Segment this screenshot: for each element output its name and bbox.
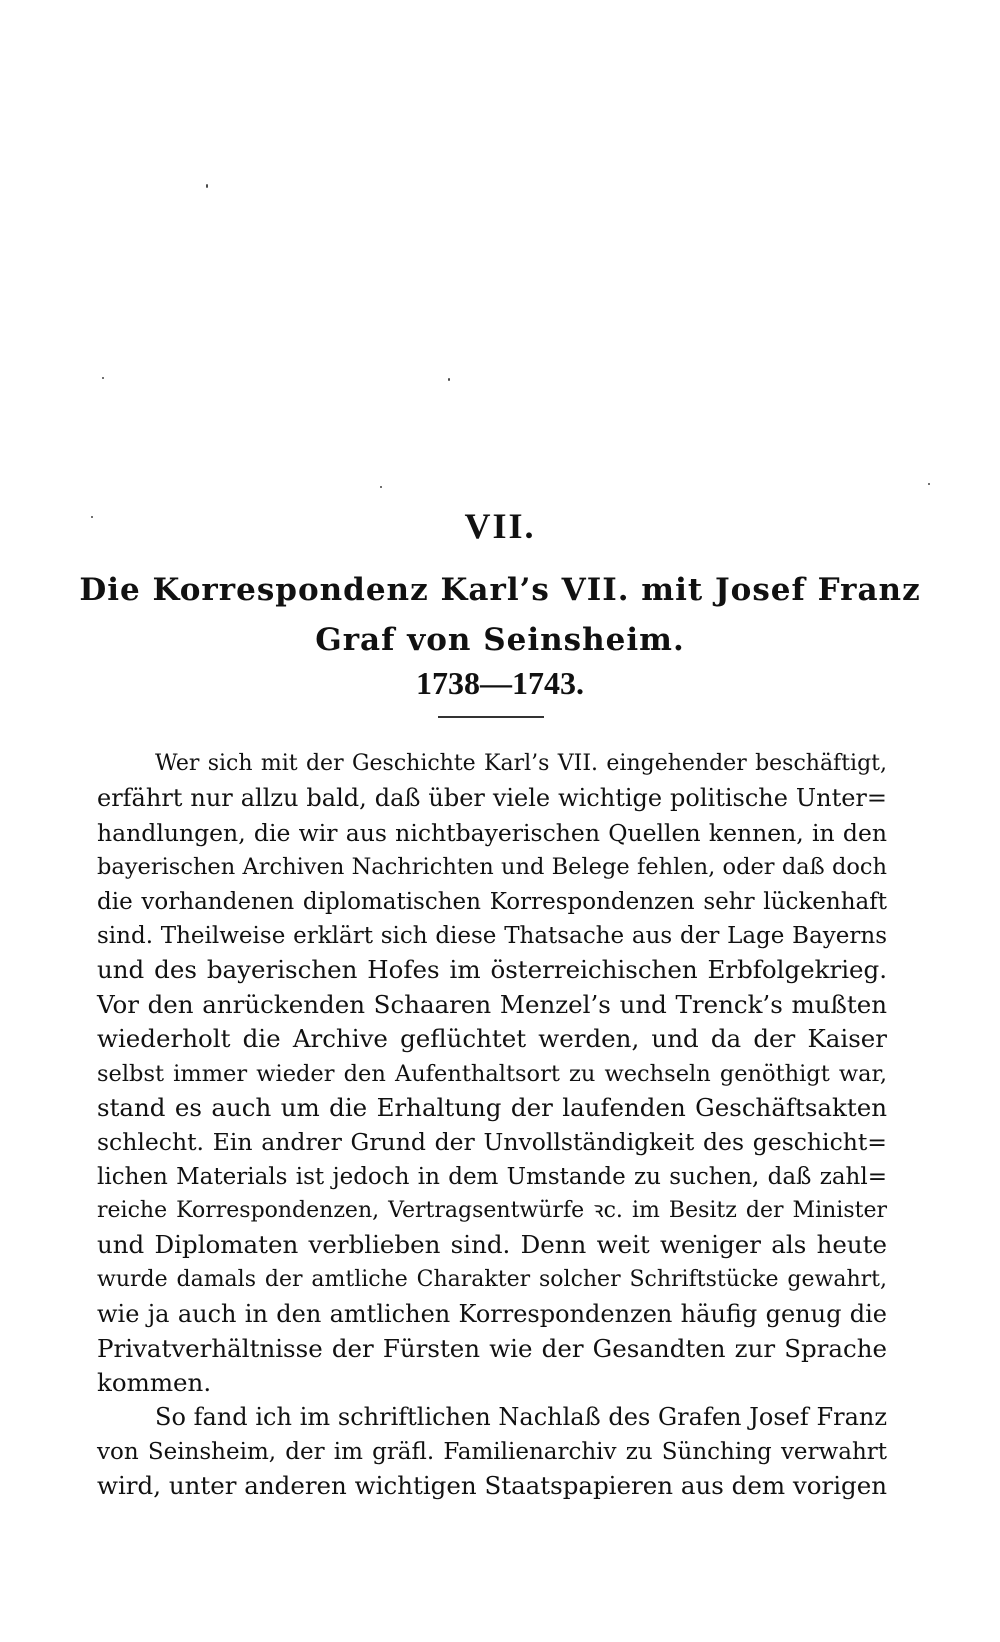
text-line: bayerischen Archiven Nachrichten und Belege fehlen, oder daß doch <box>97 854 887 881</box>
text-line: von Seinsheim, der im gräfl. Familienarchiv zu Sünching verwahrt <box>97 1438 887 1465</box>
title-divider <box>438 716 544 718</box>
text-line: kommen. <box>97 1368 212 1398</box>
text-line: Wer sich mit der Geschichte Karl’s VII. eingehender beschäftigt, <box>155 751 887 776</box>
text-line: und Diplomaten verblieben sind. Denn weit weniger als heute <box>97 1230 887 1260</box>
chapter-number: VII. <box>464 506 536 546</box>
text-line: handlungen, die wir aus nichtbayerischen Quellen kennen, in den <box>97 818 887 847</box>
text-line: wurde damals der amtliche Charakter solcher Schriftstücke gewahrt, <box>97 1266 887 1292</box>
text-line: Privatverhältnisse der Fürsten wie der Gesandten zur Sprache <box>97 1333 887 1363</box>
chapter-title-line-2: Graf von Seinsheim. <box>315 622 685 658</box>
text-line: selbst immer wieder den Aufenthaltsort zu wechseln genöthigt war, <box>97 1060 887 1087</box>
text-line: und des bayerischen Hofes im österreichischen Erbfolgekrieg. <box>97 955 887 985</box>
text-line: Vor den anrückenden Schaaren Menzel’s und Trenck’s mußten <box>97 989 887 1019</box>
text-line: wie ja auch in den amtlichen Korrespondenzen häufig genug die <box>97 1300 887 1329</box>
text-line: wird, unter anderen wichtigen Staatspapieren aus dem vorigen <box>97 1471 887 1501</box>
text-line: stand es auch um die Erhaltung der laufenden Geschäftsakten <box>97 1092 887 1122</box>
text-line: reiche Korrespondenzen, Vertragsentwürfe ꝛc. im Besitz der Minister <box>97 1198 887 1224</box>
paper-speck <box>928 483 930 485</box>
text-line: die vorhandenen diplomatischen Korrespondenzen sehr lückenhaft <box>97 888 887 915</box>
text-line: So fand ich im schriftlichen Nachlaß des Grafen Josef Franz <box>155 1403 887 1432</box>
paragraph-1 <box>97 747 887 1400</box>
paper-speck <box>102 377 104 379</box>
text-line: erfährt nur allzu bald, daß über viele wichtige politische Unter= <box>97 784 887 813</box>
chapter-date-range: 1738—1743. <box>416 665 584 701</box>
text-line: schlecht. Ein andrer Grund der Unvollständigkeit des geschicht= <box>97 1128 887 1157</box>
text-line: lichen Materials ist jedoch in dem Umstande zu suchen, daß zahl= <box>97 1163 887 1190</box>
paragraph-2 <box>97 1400 887 1503</box>
paper-speck <box>448 378 450 381</box>
body-text <box>97 747 887 1504</box>
paper-speck <box>380 486 382 488</box>
text-line: wiederholt die Archive geflüchtet werden, und da der Kaiser <box>97 1024 887 1054</box>
text-line: sind. Theilweise erklärt sich diese Thatsache aus der Lage Bayerns <box>97 922 887 949</box>
chapter-title-line-1: Die Korrespondenz Karl’s VII. mit Josef Franz <box>79 572 921 608</box>
paper-speck <box>206 184 208 188</box>
